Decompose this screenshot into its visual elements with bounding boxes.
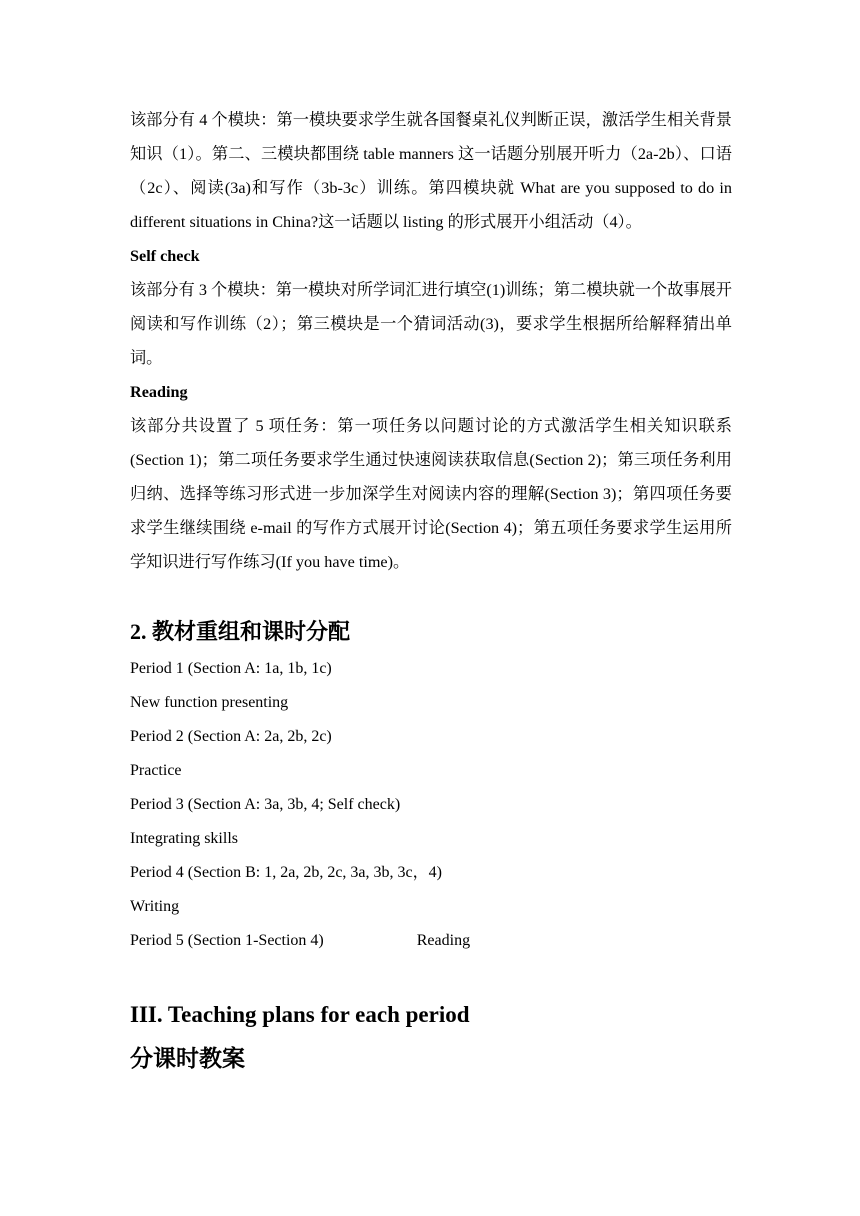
section-3-heading: III. Teaching plans for each period (130, 1002, 470, 1027)
reading-paragraph: 该部分共设置了 5 项任务：第一项任务以问题讨论的方式激活学生相关知识联系(Section 1)；第二项任务要求学生通过快速阅读获取信息(Section 2)；第三项任务利用归纳、选择等练习形式进一步加深学生对阅读内容的理解(Section 3)；第四项任务要求学生继续围绕 e-mail 的写作方式展开讨论(Section 4)；第五项任务要求学生运用所学知识进行写作练习(If you have time)。 (130, 417, 732, 571)
period-type-line: New function presenting (130, 694, 289, 711)
period-type-line: Integrating skills (130, 830, 238, 847)
period-line: Period 1 (Section A: 1a, 1b, 1c) (130, 660, 332, 677)
period-line: Period 3 (Section A: 3a, 3b, 4; Self check) (130, 796, 401, 813)
overview-paragraph: 该部分有 4 个模块：第一模块要求学生就各国餐桌礼仪判断正误，激活学生相关背景知识（1）。第二、三模块都围绕 table manners 这一话题分别展开听力（2a-2b）、口语（2c）、阅读(3a)和写作（3b-3c）训练。第四模块就 What are you supposed to do in different situations in China?这一话题以 listing 的形式展开小组活动（4）。 (130, 111, 732, 231)
period-line: Period 4 (Section B: 1, 2a, 2b, 2c, 3a, 3b, 3c，4) (130, 864, 442, 881)
reading-heading: Reading (130, 383, 188, 401)
period-line: Period 2 (Section A: 2a, 2b, 2c) (130, 728, 332, 745)
section-3-subheading: 分课时教案 (130, 1046, 245, 1071)
period-line-last (130, 924, 732, 958)
period-5-type: Reading (416, 932, 471, 949)
period-type-line: Writing (130, 898, 180, 915)
self-check-heading: Self check (130, 247, 200, 265)
document-page (130, 103, 732, 1073)
section-2-heading: 2. 教材重组和课时分配 (130, 619, 351, 644)
period-type-line: Practice (130, 762, 182, 779)
period-5-label: Period 5 (Section 1-Section 4) (130, 932, 324, 949)
period-list (130, 652, 732, 958)
self-check-paragraph: 该部分有 3 个模块：第一模块对所学词汇进行填空(1)训练；第二模块就一个故事展开阅读和写作训练（2）；第三模块是一个猜词活动(3)，要求学生根据所给解释猜出单词。 (130, 281, 732, 367)
